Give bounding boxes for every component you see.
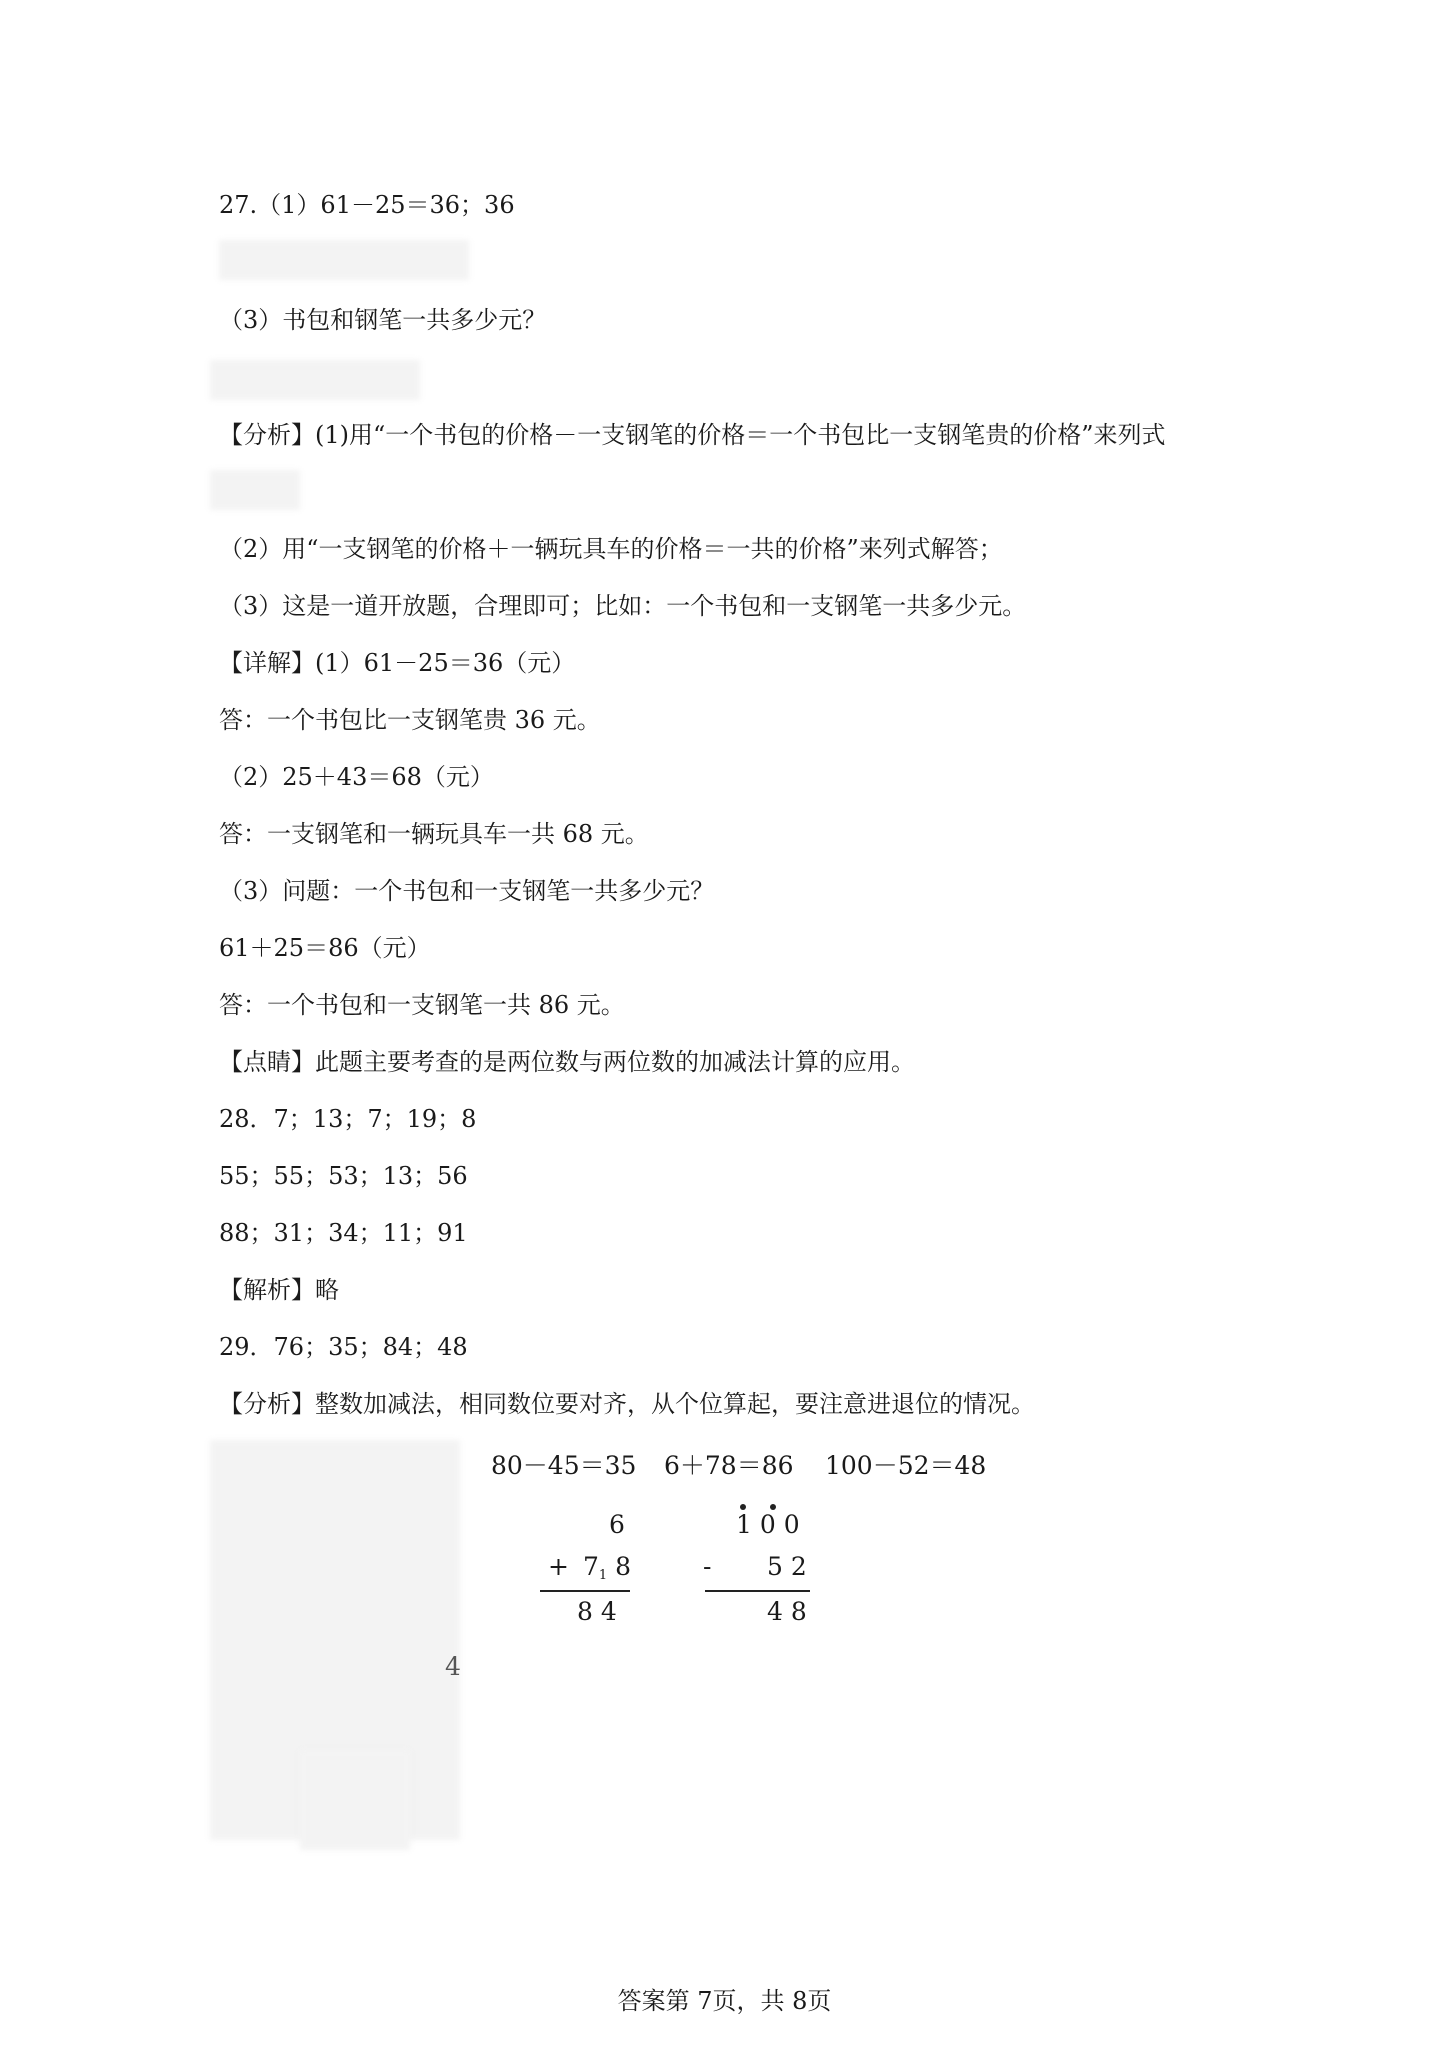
stray-digit: 4 <box>445 1652 461 1681</box>
answer-28-row3: 88；31；34；11；91 <box>219 1219 468 1247</box>
analysis-part3: （3）这是一道开放题，合理即可；比如：一个书包和一支钢笔一共多少元。 <box>219 592 1027 620</box>
answer-part2: 答：一支钢笔和一辆玩具车一共 68 元。 <box>219 820 649 848</box>
detail-part3-calc: 61＋25＝86（元） <box>219 934 431 962</box>
addition-second-operand <box>583 1552 631 1583</box>
answer-part3: 答：一个书包和一支钢笔一共 86 元。 <box>219 991 625 1019</box>
subtraction-result: 4 8 <box>767 1597 807 1626</box>
answer-28-row1: 28．7；13；7；19；8 <box>219 1105 477 1133</box>
point-comment: 【点睛】此题主要考查的是两位数与两位数的加减法计算的应用。 <box>219 1048 915 1076</box>
equation-1: 80－45＝35 <box>491 1451 637 1480</box>
addition-result: 8 4 <box>577 1597 617 1626</box>
subtraction-operator: - <box>703 1552 712 1581</box>
answer-27-part3: （3）书包和钢笔一共多少元？ <box>219 306 547 334</box>
subtraction-rule <box>705 1590 810 1592</box>
analysis-part1: 【分析】(1)用“一个书包的价格－一支钢笔的价格＝一个书包比一支钢笔贵的价格”来列式 <box>219 421 1166 449</box>
analysis-28: 【解析】略 <box>219 1276 339 1304</box>
addition-top-digit: 6 <box>609 1510 625 1539</box>
answer-27: 27.（1）61－25＝36；36 <box>219 191 515 219</box>
addition-operator: + <box>548 1552 569 1581</box>
subtraction-top: 1 0 0 <box>736 1510 800 1539</box>
equation-2: 6＋78＝86 <box>664 1451 794 1480</box>
detail-part1: 【详解】(1）61－25＝36（元） <box>219 649 576 677</box>
carry-mark: 1 <box>598 1568 608 1583</box>
detail-part2: （2）25＋43＝68（元） <box>219 763 494 791</box>
answer-part1: 答：一个书包比一支钢笔贵 36 元。 <box>219 706 601 734</box>
page-footer: 答案第 7页，共 8页 <box>617 1987 832 2015</box>
obscured-region <box>219 240 469 280</box>
addition-ones-digit: 8 <box>615 1552 632 1581</box>
answer-28-row2: 55；55；53；13；56 <box>219 1162 468 1190</box>
answer-29: 29．76；35；84；48 <box>219 1333 468 1361</box>
obscured-region <box>300 1750 410 1850</box>
addition-tens-digit: 7 <box>583 1552 599 1581</box>
analysis-29: 【分析】整数加减法，相同数位要对齐，从个位算起，要注意进退位的情况。 <box>219 1390 1035 1418</box>
subtraction-second-operand: 5 2 <box>767 1552 807 1581</box>
addition-rule <box>540 1590 630 1592</box>
detail-part3: （3）问题：一个书包和一支钢笔一共多少元？ <box>219 877 715 905</box>
obscured-region <box>210 470 300 510</box>
equation-3: 100－52＝48 <box>825 1451 987 1480</box>
obscured-region <box>210 360 420 400</box>
analysis-part2: （2）用“一支钢笔的价格＋一辆玩具车的价格＝一共的价格”来列式解答； <box>219 535 1003 563</box>
